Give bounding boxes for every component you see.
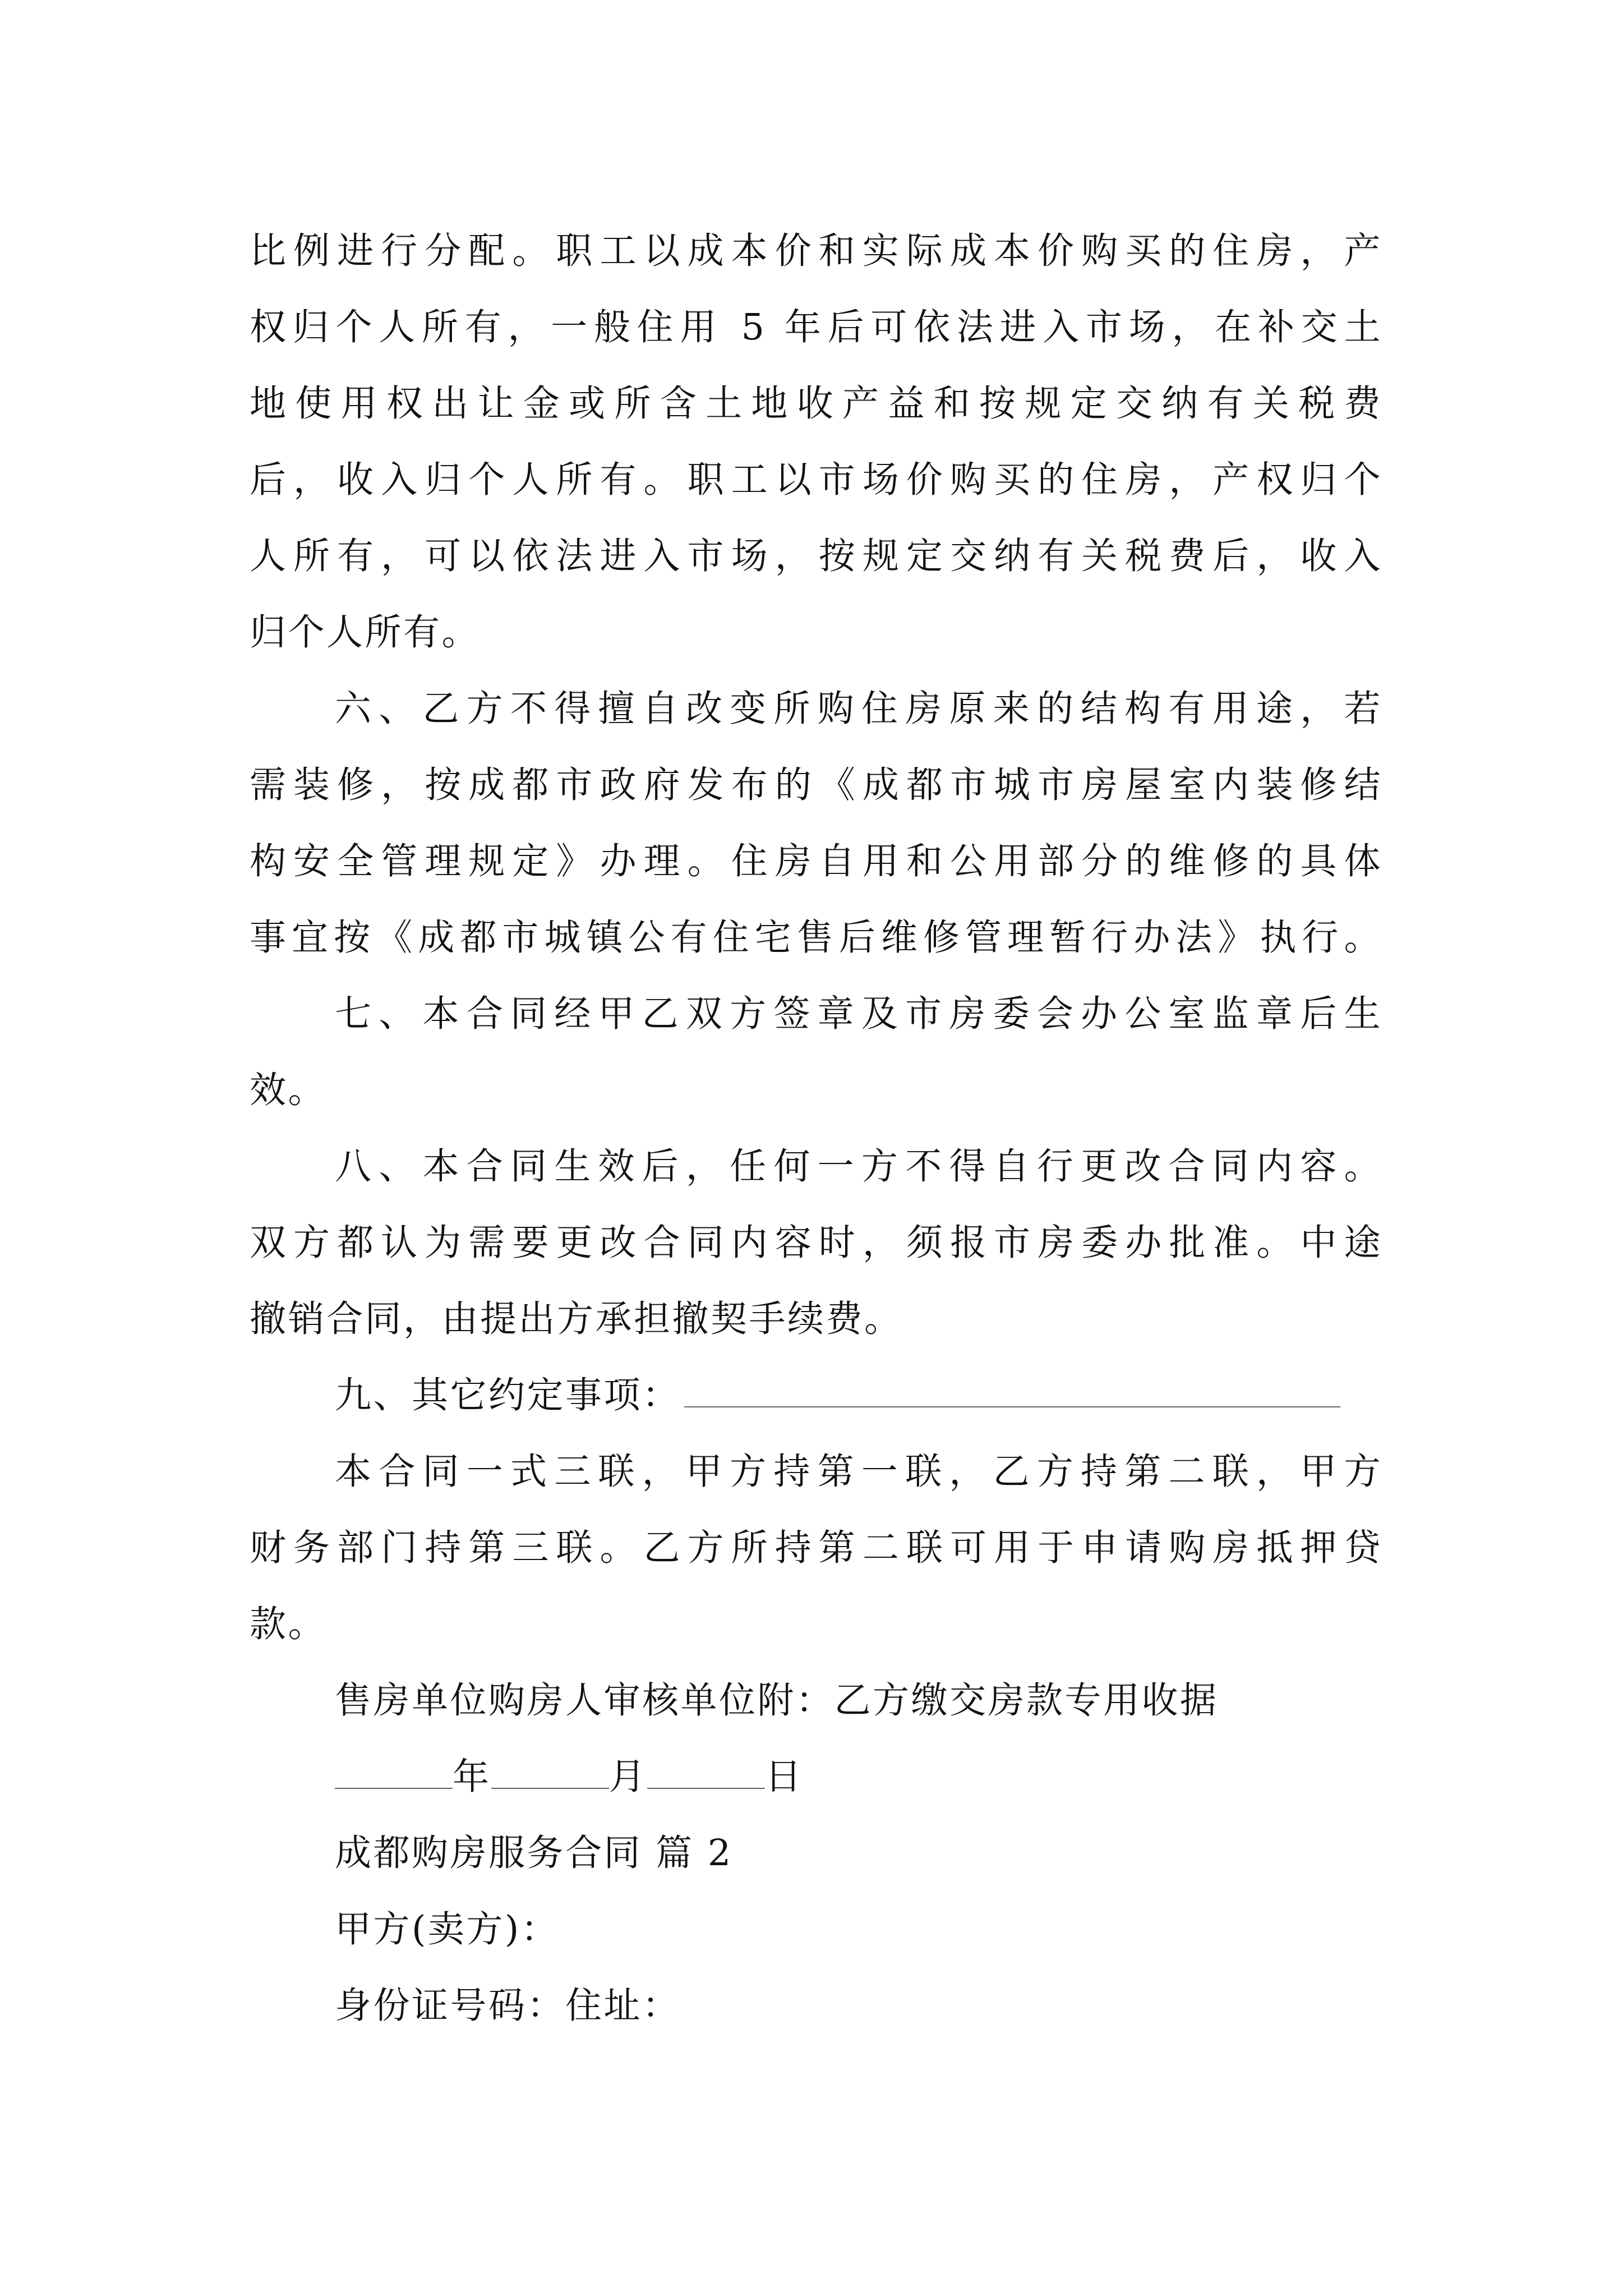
other-terms-blank [684, 1389, 1340, 1407]
paragraph-line: 需装修，按成都市政府发布的《成都市城市房屋室内装修结 [250, 764, 1382, 806]
month-label: 月 [608, 1756, 648, 1798]
paragraph-line: 比例进行分配。职工以成本价和实际成本价购买的住房，产 [250, 230, 1382, 272]
paragraph-line: 款。 [250, 1603, 327, 1645]
seller-line: 甲方(卖方)： [335, 1908, 560, 1950]
day-blank [647, 1771, 765, 1789]
paragraph-line: 事宜按《成都市城镇公有住宅售后维修管理暂行办法》执行。 [250, 917, 1382, 959]
clause-nine-line [250, 1358, 1382, 1434]
copies-line: 本合同一式三联，甲方持第一联，乙方持第二联，甲方 [335, 1451, 1382, 1493]
paragraph-line: 地使用权出让金或所含土地收产益和按规定交纳有关税费 [250, 383, 1382, 425]
signature-units-line: 售房单位购房人审核单位附：乙方缴交房款专用收据 [335, 1680, 1219, 1722]
paragraph-line: 后，收入归个人所有。职工以市场价购买的住房，产权归个 [250, 459, 1382, 501]
clause-nine-label: 九、其它约定事项： [335, 1374, 681, 1416]
paragraph-line: 效。 [250, 1069, 327, 1111]
document-page [250, 213, 1382, 2044]
paragraph-line: 归个人所有。 [250, 611, 481, 654]
month-blank [491, 1771, 609, 1789]
year-blank [335, 1771, 453, 1789]
section-heading: 成都购房服务合同 篇 2 [335, 1832, 733, 1874]
id-address-line: 身份证号码：住址： [335, 1985, 681, 2027]
clause-six-line: 六、乙方不得擅自改变所购住房原来的结构有用途，若 [335, 688, 1382, 730]
day-label: 日 [765, 1756, 804, 1798]
year-label: 年 [453, 1756, 491, 1798]
paragraph-line: 人所有，可以依法进入市场，按规定交纳有关税费后，收入 [250, 535, 1382, 577]
paragraph-line: 双方都认为需要更改合同内容时，须报市房委办批准。中途 [250, 1222, 1382, 1264]
paragraph-line: 权归个人所有，一般住用 5 年后可依法进入市场，在补交土 [250, 306, 1382, 348]
paragraph-line: 构安全管理规定》办理。住房自用和公用部分的维修的具体 [250, 840, 1382, 882]
paragraph-line: 财务部门持第三联。乙方所持第二联可用于申请购房抵押贷 [250, 1527, 1382, 1569]
date-line [250, 1739, 1382, 1815]
clause-seven-line: 七、本合同经甲乙双方签章及市房委会办公室监章后生 [335, 993, 1382, 1035]
paragraph-line: 撤销合同，由提出方承担撤契手续费。 [250, 1298, 903, 1340]
clause-eight-line: 八、本合同生效后，任何一方不得自行更改合同内容。 [335, 1145, 1382, 1188]
